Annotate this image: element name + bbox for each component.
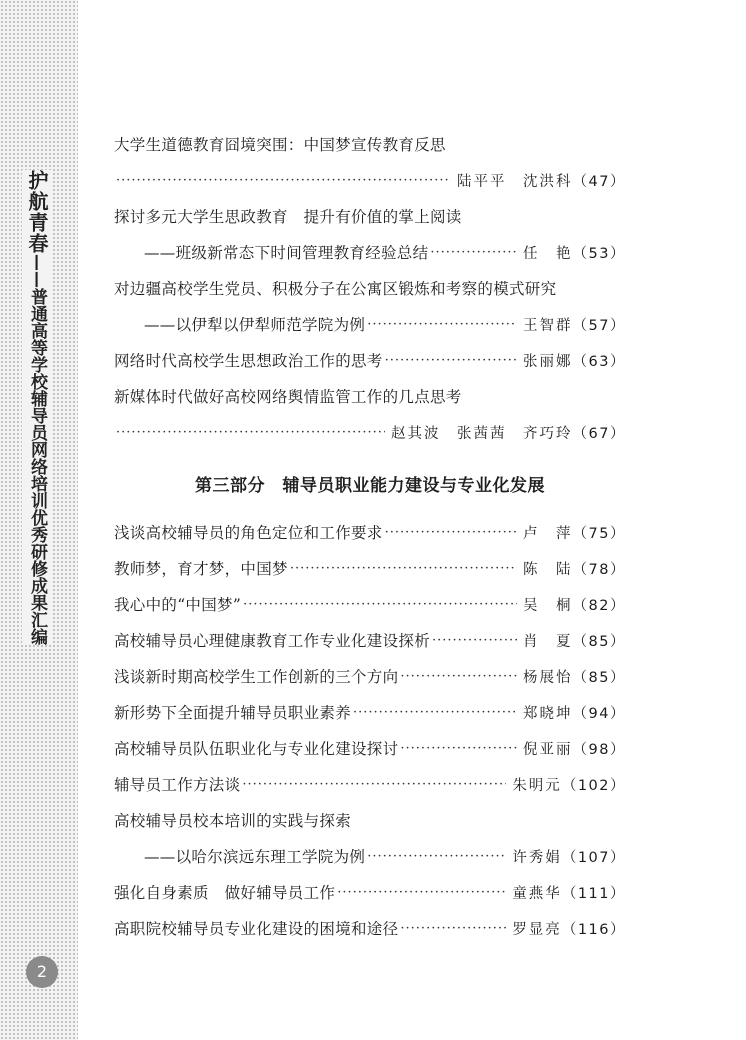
toc-entry	[114, 550, 626, 586]
entry-author: 朱明元	[512, 777, 562, 794]
dot-leader	[116, 173, 451, 188]
dot-leader	[367, 849, 506, 864]
entry-meta: 童燕华（111）	[512, 885, 626, 902]
toc-entry	[114, 622, 626, 658]
entry-title-text: 新形势下全面提升辅导员职业素养	[114, 704, 352, 722]
dot-leader	[116, 425, 385, 440]
toc-entry	[114, 342, 626, 378]
entry-page: 53	[588, 245, 610, 262]
entry-title-text: 高校辅导员心理健康教育工作专业化建设探析	[114, 632, 431, 650]
entry-title-text: ——以伊犁以伊犁师范学院为例	[144, 316, 366, 334]
entry-page: 98	[588, 741, 610, 758]
entry-meta: 张丽娜（63）	[523, 353, 626, 370]
toc-entry	[114, 658, 626, 694]
toc-entry-title	[114, 126, 626, 162]
entry-page: 75	[588, 525, 610, 542]
toc-entry-title	[114, 270, 626, 306]
entry-meta: 杨展怡（85）	[523, 669, 626, 686]
entry-title-text: 探讨多元大学生思政教育 提升有价值的掌上阅读	[114, 208, 462, 226]
entry-meta: 任 艳（53）	[523, 245, 626, 262]
toc-entry	[114, 514, 626, 550]
entry-meta: 倪亚丽（98）	[523, 741, 626, 758]
entry-author: 赵其波 张茜茜 齐巧玲	[391, 425, 573, 442]
entry-page: 82	[588, 597, 610, 614]
toc-entry	[114, 766, 626, 802]
dot-leader	[430, 245, 517, 260]
dot-leader	[385, 525, 517, 540]
entry-page: 111	[577, 885, 610, 902]
entry-author: 任 艳	[523, 245, 573, 262]
entry-meta: 陈 陆（78）	[523, 561, 626, 578]
entry-title-text: ——以哈尔滨远东理工学院为例	[144, 848, 366, 866]
entry-title-text: 我心中的“中国梦”	[114, 596, 242, 614]
entry-author: 吴 桐	[523, 597, 573, 614]
entry-title-text: 高职院校辅导员专业化建设的困境和途径	[114, 920, 399, 938]
book-title: 护航青春	[22, 170, 52, 254]
toc-entry	[114, 234, 626, 270]
dot-leader	[400, 669, 517, 684]
toc-entry-title	[114, 378, 626, 414]
entry-title-text: 高校辅导员队伍职业化与专业化建设探讨	[114, 740, 399, 758]
dot-leader	[367, 317, 517, 332]
entry-meta: 王智群（57）	[523, 317, 626, 334]
entry-page: 57	[588, 317, 610, 334]
entry-title-text: ——班级新常态下时间管理教育经验总结	[144, 244, 429, 262]
page-number: 2	[26, 956, 58, 988]
table-of-contents	[114, 126, 626, 946]
entry-author: 杨展怡	[523, 669, 573, 686]
entry-page: 116	[577, 921, 610, 938]
entry-author: 郑晓坤	[523, 705, 573, 722]
entry-page: 85	[588, 633, 610, 650]
toc-entry	[114, 910, 626, 946]
section-heading: 第三部分 辅导员职业能力建设与专业化发展	[195, 475, 545, 496]
entry-title-text: 对边疆高校学生党员、积极分子在公寓区锻炼和考察的模式研究	[114, 280, 557, 298]
entry-author: 张丽娜	[523, 353, 573, 370]
entry-title-text: 浅谈新时期高校学生工作创新的三个方向	[114, 668, 399, 686]
toc-entry	[114, 874, 626, 910]
toc-entry-title	[114, 198, 626, 234]
book-subtitle: 普通高等学校辅导员网络培训优秀研修成果汇编	[22, 288, 52, 645]
entry-title-text: 大学生道德教育囧境突围：中国梦宣传教育反思	[114, 136, 446, 154]
entry-page: 78	[588, 561, 610, 578]
entry-author: 肖 夏	[523, 633, 573, 650]
dot-leader	[290, 561, 517, 576]
entry-author: 童燕华	[512, 885, 562, 902]
toc-block-1	[114, 126, 626, 450]
toc-entry	[114, 414, 626, 450]
toc-entry	[114, 838, 626, 874]
toc-entry	[114, 586, 626, 622]
dot-leader	[432, 633, 517, 648]
entry-page: 63	[588, 353, 610, 370]
toc-entry-title	[114, 802, 626, 838]
toc-entry	[114, 694, 626, 730]
entry-meta: 肖 夏（85）	[523, 633, 626, 650]
dot-leader	[243, 597, 517, 612]
entry-meta: 赵其波 张茜茜 齐巧玲（67）	[391, 425, 626, 442]
dot-leader	[337, 885, 506, 900]
entry-title-text: 高校辅导员校本培训的实践与探索	[114, 812, 352, 830]
dot-leader	[385, 353, 517, 368]
entry-page: 47	[588, 173, 610, 190]
dot-leader	[400, 741, 517, 756]
spine-title	[22, 170, 52, 645]
entry-author: 倪亚丽	[523, 741, 573, 758]
entry-page: 107	[577, 849, 610, 866]
entry-title-text: 新媒体时代做好高校网络舆情监管工作的几点思考	[114, 388, 462, 406]
toc-entry	[114, 306, 626, 342]
toc-block-2	[114, 514, 626, 946]
entry-author: 陈 陆	[523, 561, 573, 578]
sidebar	[0, 0, 78, 1040]
entry-meta: 朱明元（102）	[512, 777, 626, 794]
entry-page: 85	[588, 669, 610, 686]
entry-author: 陆平平 沈洪科	[457, 173, 573, 190]
entry-title-text: 网络时代高校学生思想政治工作的思考	[114, 352, 383, 370]
entry-meta: 罗显亮（116）	[512, 921, 626, 938]
title-dash: ——	[22, 254, 52, 288]
entry-page: 102	[577, 777, 610, 794]
entry-meta: 卢 萍（75）	[523, 525, 626, 542]
entry-author: 许秀娟	[512, 849, 562, 866]
dot-leader	[400, 921, 506, 936]
entry-author: 卢 萍	[523, 525, 573, 542]
toc-entry	[114, 730, 626, 766]
dot-leader	[353, 705, 517, 720]
entry-title-text: 浅谈高校辅导员的角色定位和工作要求	[114, 524, 383, 542]
entry-meta: 许秀娟（107）	[512, 849, 626, 866]
dot-leader	[242, 777, 506, 792]
entry-meta: 陆平平 沈洪科（47）	[457, 173, 626, 190]
entry-author: 罗显亮	[512, 921, 562, 938]
entry-meta: 吴 桐（82）	[523, 597, 626, 614]
entry-page: 94	[588, 705, 610, 722]
entry-meta: 郑晓坤（94）	[523, 705, 626, 722]
toc-entry	[114, 162, 626, 198]
entry-title-text: 教师梦，育才梦，中国梦	[114, 560, 288, 578]
entry-page: 67	[588, 425, 610, 442]
entry-author: 王智群	[523, 317, 573, 334]
entry-title-text: 辅导员工作方法谈	[114, 776, 241, 794]
entry-title-text: 强化自身素质 做好辅导员工作	[114, 884, 336, 902]
